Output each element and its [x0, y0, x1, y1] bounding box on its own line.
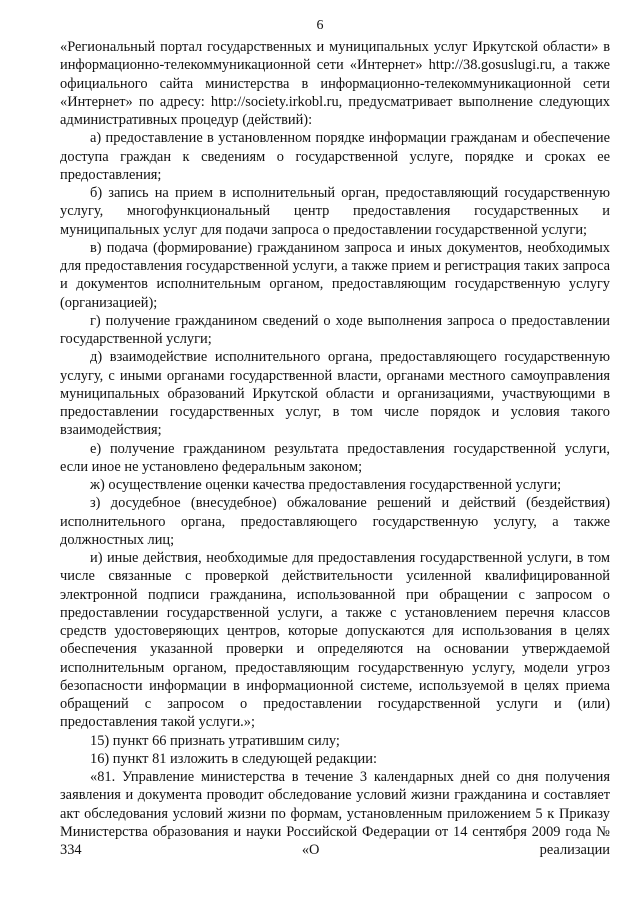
paragraph-item-zh: ж) осуществление оценки качества предоставления государственной услуги; [90, 477, 562, 493]
paragraph-intro: «Региональный портал государственных и муниципальных услуг Иркутской области» в информационно-телекоммуникационной сети «Интернет» http://38.gosuslugi.ru, а также официального сайта министерства в информационно-телекоммуникационной сети «Интернет» по адресу: http://society.irkobl.ru, предусматривает выполнение следующих административных процедур (действий): [60, 39, 610, 128]
paragraph-item-b: б) запись на прием в исполнительный орган, предоставляющий государственную услугу, многофункциональный центр предоставления государственных и муниципальных услуг для подачи запроса о предоставлении государственной услуги; [60, 185, 610, 238]
paragraph-point-15: 15) пункт 66 признать утратившим силу; [90, 732, 340, 749]
paragraph-item-e: е) получение гражданином результата предоставления государственной услуги, если иное не установлено федеральным законом; [60, 440, 610, 475]
document-body [60, 38, 610, 859]
paragraph-item-g: г) получение гражданином сведений о ходе выполнения запроса о предоставлении государственной услуги; [60, 312, 610, 347]
paragraph-point-81: «81. Управление министерства в течение 3 календарных дней со дня получения заявления и документа проводит обследование условий жизни гражданина и составляет акт обследования условий жизни по формам, установленным приложением 5 к Приказу Министерства образования и науки Российской Федерации от 14 сентября 2009 года № 334 «О реализации [60, 769, 610, 858]
paragraph-item-v: в) подача (формирование) гражданином запроса и иных документов, необходимых для предоставления государственной услуги, а также прием и регистрация таких запроса и документов исполнительным органом, предоставляющим государственную услугу (организацией); [60, 239, 610, 311]
paragraph-item-z: з) досудебное (внесудебное) обжалование решений и действий (бездействия) исполнительного органа, предоставляющего государственную услугу, а также должностных лиц; [60, 495, 610, 548]
paragraph-item-i: и) иные действия, необходимые для предоставления государственной услуги, в том числе связанные с проверкой действительности усиленной квалифицированной электронной подписи гражданина, использованной при обращении с запросом о предоставлении государственной услуги, а также с установлением перечня классов средств удостоверяющих центров, которые допускаются для использования в целях обеспечения указанной проверки и определяются на основании утверждаемой исполнительным органом, предоставляющим государственную услугу, модели угроз безопасности информации в информационной системе, используемой в целях приема обращений с запросом о предоставлении государственной услуги и (или) предоставления такой услуги.»; [60, 550, 610, 731]
paragraph-point-16: 16) пункт 81 изложить в следующей редакции: [90, 750, 377, 767]
paragraph-item-d: д) взаимодействие исполнительного органа, предоставляющего государственную услугу, с иными органами государственной власти, органами местного самоуправления муниципальных образований Иркутской области и организациями, участвующими в предоставлении государственных услуг, в том числе порядок и условия такого взаимодействия; [60, 349, 610, 439]
page-number: 6 [316, 18, 324, 33]
paragraph-item-a: а) предоставление в установленном порядке информации гражданам и обеспечение доступа граждан к сведениям о государственной услуге, порядке и сроках ее предоставления; [60, 130, 610, 183]
